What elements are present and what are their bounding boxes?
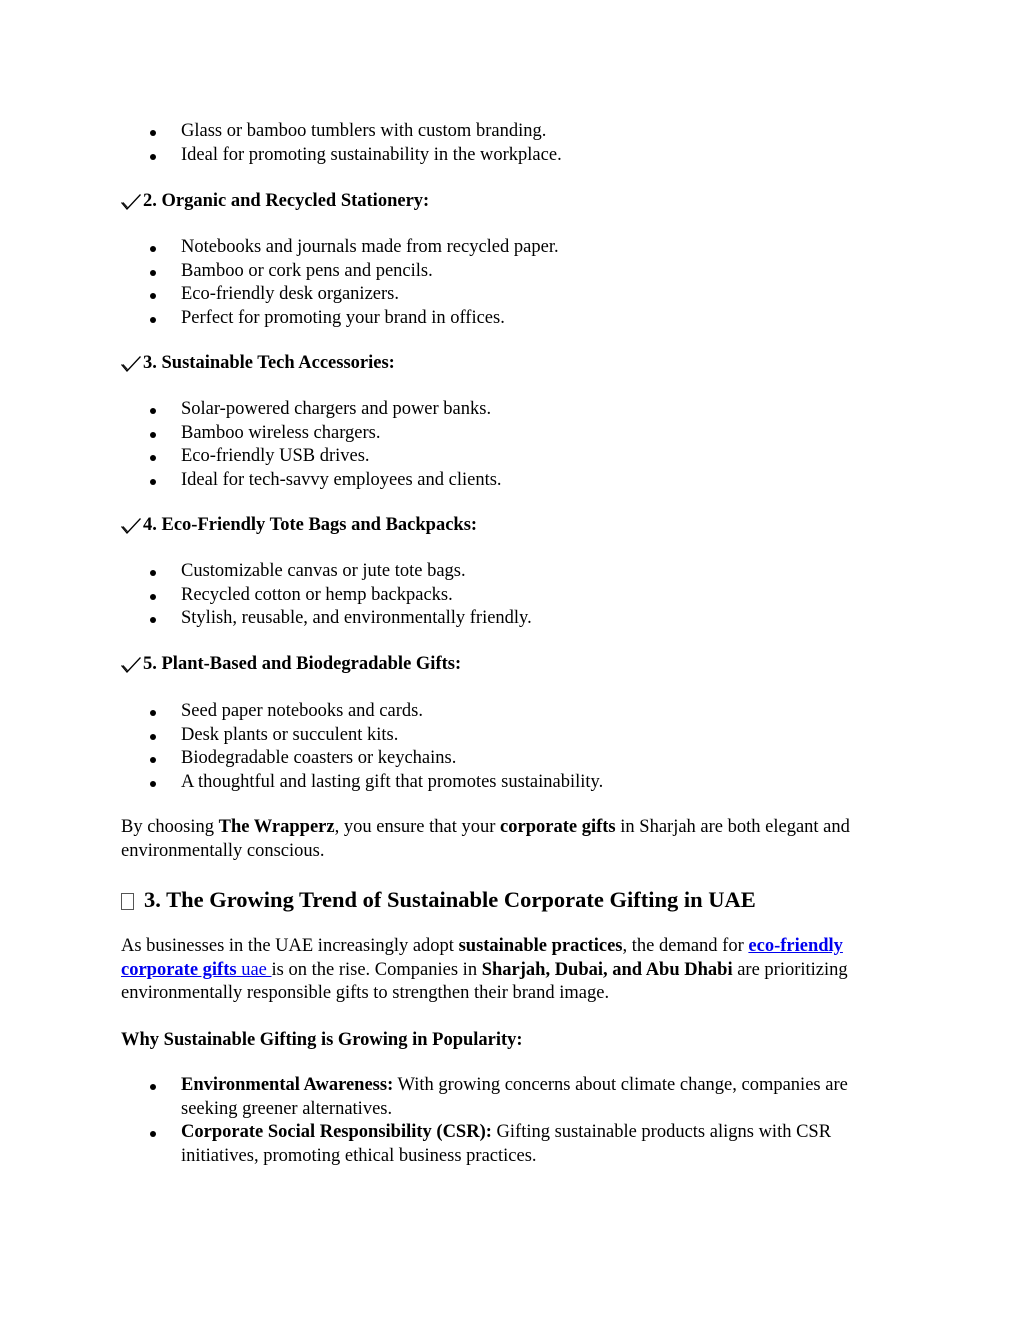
list-item: Perfect for promoting your brand in offices. — [0, 307, 901, 331]
bullet-icon — [150, 1084, 156, 1090]
bullet-list-plant-based — [0, 700, 901, 794]
check-mark-icon — [120, 517, 142, 535]
list-item: Corporate Social Responsibility (CSR): Gifting sustainable products aligns with CSR initiatives, promoting ethical business practices. — [0, 1121, 901, 1168]
bullet-icon — [150, 293, 156, 299]
eco-friendly-gifts-link[interactable]: eco-friendly corporate gifts uae — [121, 936, 843, 980]
list-item: A thoughtful and lasting gift that promotes sustainability. — [0, 771, 901, 795]
missing-glyph-icon — [121, 893, 134, 910]
check-mark-icon — [120, 656, 142, 674]
bullet-icon — [150, 710, 156, 716]
section-heading-stationery: 2. Organic and Recycled Stationery: — [120, 190, 429, 214]
list-item: Stylish, reusable, and environmentally friendly. — [0, 607, 901, 631]
bullet-icon — [150, 617, 156, 623]
bullet-list-bags — [0, 560, 901, 631]
bullet-icon — [150, 432, 156, 438]
bullet-list-tech — [0, 398, 901, 492]
list-item: Eco-friendly USB drives. — [0, 445, 901, 469]
bullet-icon — [150, 270, 156, 276]
list-item: Environmental Awareness: With growing concerns about climate change, companies are seeking greener alternatives. — [0, 1074, 901, 1121]
list-item: Recycled cotton or hemp backpacks. — [0, 584, 901, 608]
check-mark-icon — [120, 355, 142, 373]
why-heading: Why Sustainable Gifting is Growing in Popularity: — [121, 1030, 523, 1050]
list-item: Desk plants or succulent kits. — [0, 724, 901, 748]
list-item: Seed paper notebooks and cards. — [0, 700, 901, 724]
check-mark-icon — [120, 193, 142, 211]
list-item: Ideal for promoting sustainability in the workplace. — [0, 144, 901, 168]
bullet-icon — [150, 317, 156, 323]
bullet-icon — [150, 757, 156, 763]
section-heading-tech: 3. Sustainable Tech Accessories: — [120, 352, 395, 376]
bullet-icon — [150, 594, 156, 600]
bullet-icon — [150, 479, 156, 485]
bullet-list-reasons — [0, 1074, 901, 1168]
bullet-icon — [150, 408, 156, 414]
list-item: Customizable canvas or jute tote bags. — [0, 560, 901, 584]
list-item: Ideal for tech-savvy employees and clients. — [0, 469, 901, 493]
list-item: Notebooks and journals made from recycled paper. — [0, 236, 901, 260]
bullet-icon — [150, 781, 156, 787]
bullet-list-stationery — [0, 236, 901, 330]
list-item: Biodegradable coasters or keychains. — [0, 747, 901, 771]
list-item: Eco-friendly desk organizers. — [0, 283, 901, 307]
list-item: Bamboo or cork pens and pencils. — [0, 260, 901, 284]
bullet-icon — [150, 455, 156, 461]
list-item: Bamboo wireless chargers. — [0, 422, 901, 446]
section-heading-bags: 4. Eco-Friendly Tote Bags and Backpacks: — [120, 514, 477, 538]
summary-paragraph: By choosing The Wrapperz, you ensure that your corporate gifts in Sharjah are both elegant and environmentally conscious. — [121, 817, 850, 861]
list-item: Solar-powered chargers and power banks. — [0, 398, 901, 422]
bullet-icon — [150, 570, 156, 576]
bullet-list-tumblers — [0, 120, 901, 167]
bullet-icon — [150, 154, 156, 160]
brand-name: The Wrapperz — [218, 817, 335, 837]
bullet-icon — [150, 1131, 156, 1137]
section-3-heading: 3. The Growing Trend of Sustainable Corporate Gifting in UAE — [121, 886, 756, 914]
bullet-icon — [150, 246, 156, 252]
list-item: Glass or bamboo tumblers with custom branding. — [0, 120, 901, 144]
bullet-icon — [150, 734, 156, 740]
section-heading-plant-based: 5. Plant-Based and Biodegradable Gifts: — [120, 653, 461, 677]
bullet-icon — [150, 130, 156, 136]
intro-paragraph: As businesses in the UAE increasingly adopt sustainable practices, the demand for eco-friendly corporate gifts uae is on the rise. Companies in Sharjah, Dubai, and Abu Dhabi are prioritizing environmentally responsible gifts to strengthen their brand image. — [121, 936, 848, 1003]
